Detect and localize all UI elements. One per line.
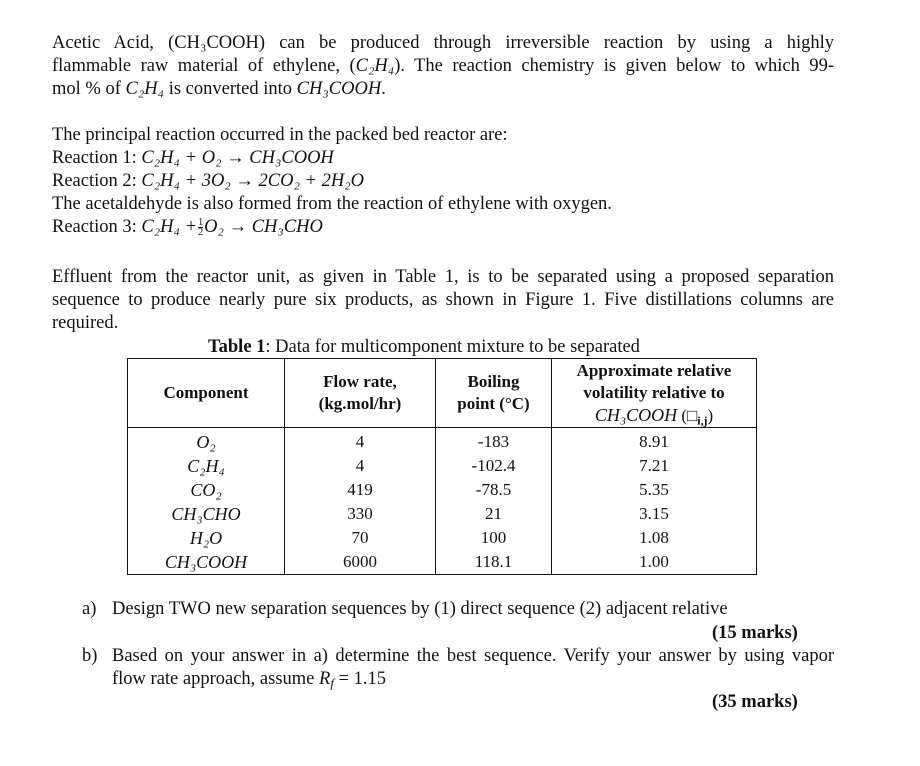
cell-relative-volatility: 7.21 [552,454,757,478]
reaction-2: Reaction 2: C₂H₄ + 3O₂ → 2CO₂ + 2H₂O [52,171,365,191]
effluent-line-3: required. [52,313,119,333]
question-b-line-1: Based on your answer in a) determine the best sequence. Verify your answer by using vapor [112,646,834,666]
cell-flow: 4 [285,454,436,478]
cell-component: CH₃CHO [128,502,285,526]
header-component: Component [128,359,285,428]
cell-component: C₂H₄ [128,454,285,478]
table-row [128,478,757,502]
cell-relative-volatility: 3.15 [552,502,757,526]
question-b [82,645,834,693]
cell-relative-volatility: 8.91 [552,428,757,455]
question-a-text: Design TWO new separation sequences by (1) direct sequence (2) adjacent relative [112,599,728,619]
cell-boiling-point: -183 [436,428,552,455]
cell-component: CO₂ [128,478,285,502]
cell-flow: 6000 [285,550,436,575]
table-header-row [128,359,757,428]
cell-flow: 4 [285,428,436,455]
cell-component: H₂O [128,526,285,550]
question-b-line-2: flow rate approach, assume $R_f = 1.15$ [112,669,386,691]
cell-relative-volatility: 1.00 [552,550,757,575]
table-row [128,526,757,550]
header-relative-volatility: Approximate relative volatility relative to CH₃COOH $(□_{i,j})$ [552,359,757,428]
table-row [128,428,757,455]
question-a-label: a) [82,599,97,619]
intro-line-3: mol % of C₂H₄ is converted into CH₃COOH. [52,79,386,99]
cell-relative-volatility: 5.35 [552,478,757,502]
reaction-1: Reaction 1: C₂H₄ + O₂ → CH₃COOH [52,148,334,168]
intro-line-2: flammable raw material of ethylene, (C₂H₄). The reaction chemistry is given below to which 99- [52,56,834,76]
header-flow-rate: Flow rate, (kg.mol/hr) [285,359,436,428]
cell-flow: 419 [285,478,436,502]
cell-boiling-point: -78.5 [436,478,552,502]
acetaldehyde-note: The acetaldehyde is also formed from the reaction of ethylene with oxygen. [52,194,612,214]
cell-boiling-point: 21 [436,502,552,526]
one-half-fraction: $\frac{1}{2}$ [198,216,204,239]
cell-relative-volatility: 1.08 [552,526,757,550]
question-a [82,598,834,622]
question-a-marks: (15 marks) [712,623,798,643]
table-caption: Table 1: Data for multicomponent mixture to be separated [208,337,640,357]
effluent-line-2: sequence to produce nearly pure six products, as shown in Figure 1. Five distillations columns are [52,290,834,310]
cell-boiling-point: -102.4 [436,454,552,478]
effluent-line-1: Effluent from the reactor unit, as given in Table 1, is to be separated using a proposed separation [52,267,834,287]
reaction-3: Reaction 3: C₂H₄ + $\frac{1}{2}$ O₂ → CH₃CHO [52,216,323,239]
question-b-marks: (35 marks) [712,692,798,712]
ethylene-formula: C₂H₄ [355,56,395,76]
table-row [128,550,757,575]
cell-flow: 330 [285,502,436,526]
header-boiling-point: Boiling point (°C) [436,359,552,428]
cell-flow: 70 [285,526,436,550]
table-row [128,454,757,478]
cell-boiling-point: 118.1 [436,550,552,575]
intro-line-1: Acetic Acid, (CH₃COOH) can be produced through irreversible reaction by using a highly [52,33,834,53]
data-table [127,358,757,575]
cell-component: CH₃COOH [128,550,285,575]
table-row [128,502,757,526]
reactions-heading: The principal reaction occurred in the packed bed reactor are: [52,125,508,145]
cell-component: O₂ [128,428,285,455]
question-b-label: b) [82,646,98,666]
cell-boiling-point: 100 [436,526,552,550]
